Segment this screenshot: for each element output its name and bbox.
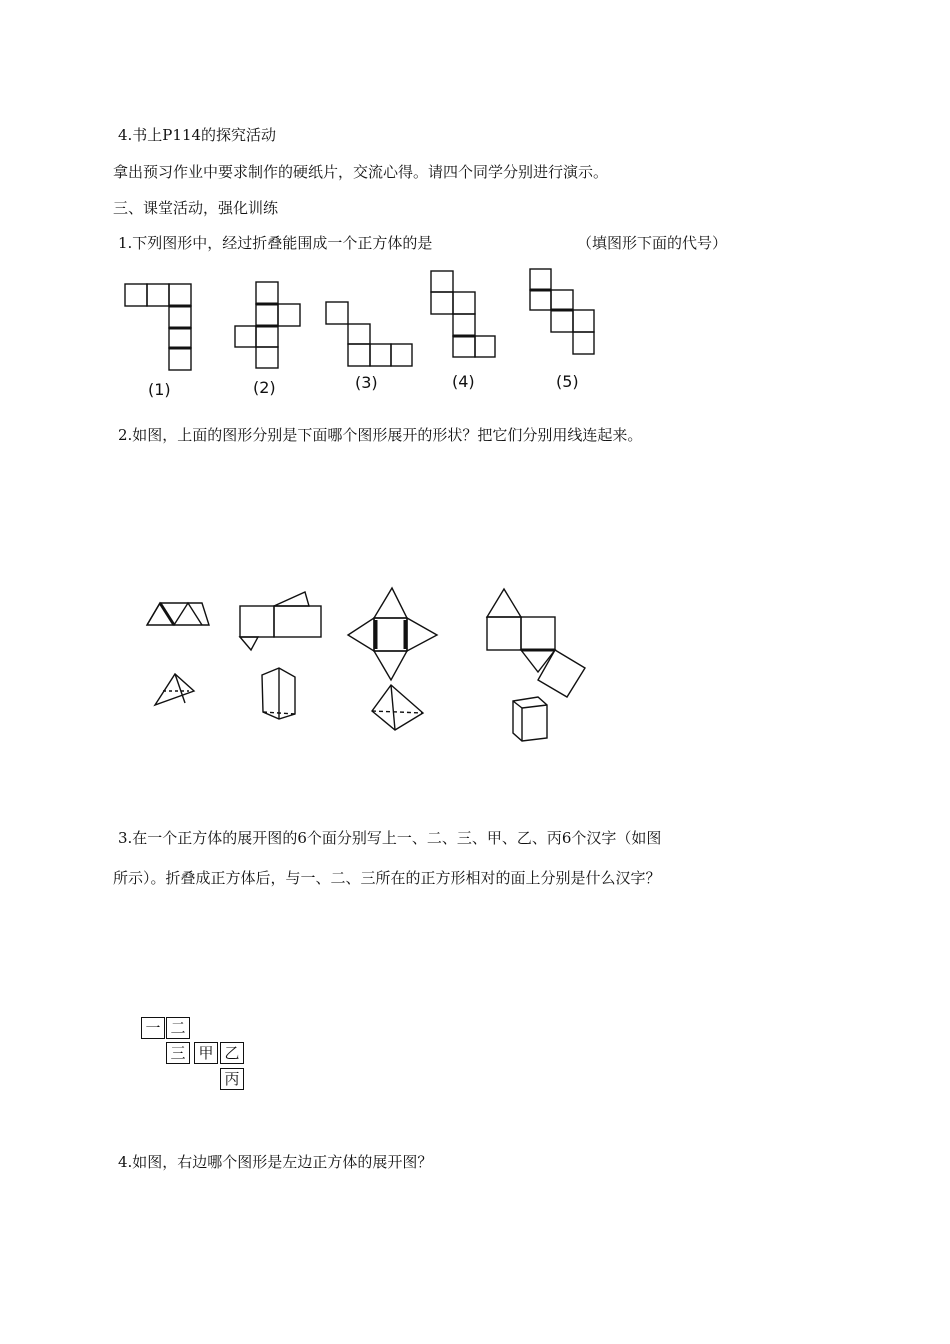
section3-heading: 三、课堂活动，强化训练 — [113, 199, 279, 217]
q2-solid-pyramid — [372, 685, 423, 730]
q1-label-2: (2) — [253, 378, 276, 397]
q1-net-4 — [431, 271, 495, 357]
section4-title: 4.书上P114的探究活动 — [118, 126, 277, 144]
q3-face-2: 二 — [166, 1017, 190, 1039]
q2-net-prism-2 — [487, 589, 585, 697]
q3-line1: 3.在一个正方体的展开图的6个面分别写上一、二、三、甲、乙、丙6个汉字（如图 — [118, 829, 662, 847]
q3-face-5: 乙 — [220, 1042, 244, 1064]
q3-face-6: 丙 — [220, 1068, 244, 1090]
q2-net-pyramid — [348, 588, 437, 680]
q2-solid-tetrahedron — [155, 674, 194, 705]
q1-hint: （填图形下面的代号） — [577, 234, 728, 252]
q1-prompt: 1.下列图形中，经过折叠能围成一个正方体的是 — [118, 234, 433, 252]
q4-prompt: 4.如图，右边哪个图形是左边正方体的展开图？ — [118, 1153, 433, 1171]
q1-net-5 — [530, 269, 594, 354]
q1-net-1 — [125, 284, 191, 370]
q1-label-4: (4) — [452, 372, 475, 391]
q1-label-5: (5) — [556, 372, 579, 391]
q2-prompt: 2.如图，上面的图形分别是下面哪个图形展开的形状？把它们分别用线连起来。 — [118, 426, 643, 444]
q3-line2: 所示）。折叠成正方体后，与一、二、三所在的正方形相对的面上分别是什么汉字？ — [113, 869, 661, 887]
q3-face-3: 三 — [166, 1042, 190, 1064]
q3-face-1: 一 — [141, 1017, 165, 1039]
section4-body: 拿出预习作业中要求制作的硬纸片，交流心得。请四个同学分别进行演示。 — [113, 163, 609, 181]
q2-net-prism — [240, 592, 321, 650]
q1-label-3: (3) — [355, 373, 378, 392]
q2-net-triangles — [147, 603, 209, 625]
q1-label-1: (1) — [148, 380, 171, 399]
q3-face-4: 甲 — [194, 1042, 218, 1064]
q1-net-3 — [326, 302, 412, 366]
q2-solid-prism — [262, 668, 295, 719]
q1-net-2 — [235, 282, 300, 368]
q2-solid-prism-2 — [513, 697, 547, 741]
